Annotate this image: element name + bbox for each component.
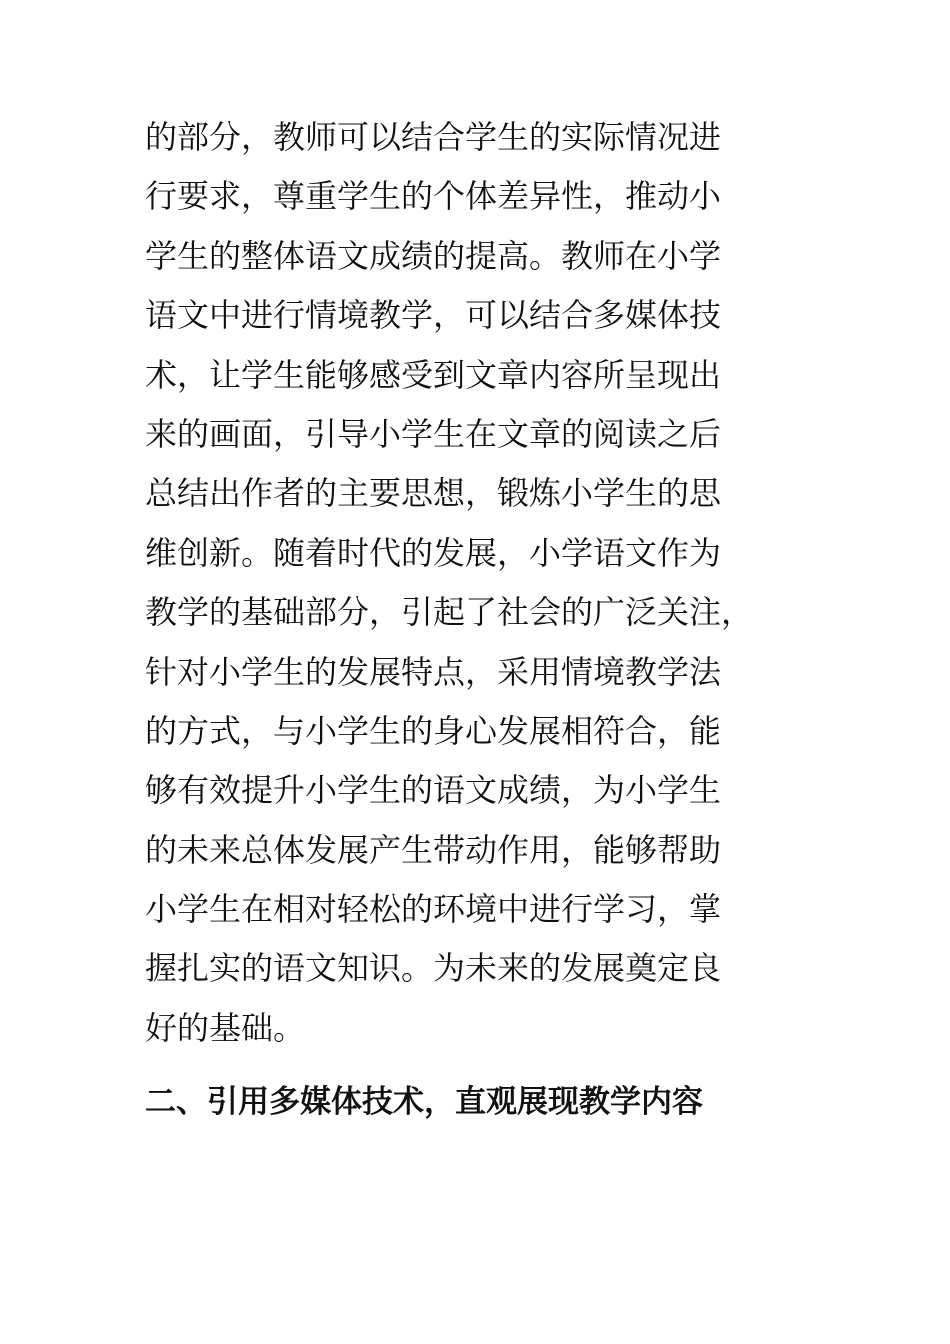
paragraph-line: 的方式，与小学生的身心发展相符合，能 bbox=[145, 711, 722, 750]
paragraph-line: 的未来总体发展产生带动作用，能够帮助 bbox=[145, 830, 722, 869]
paragraph-line: 够有效提升小学生的语文成绩，为小学生 bbox=[145, 771, 722, 810]
paragraph-line: 的部分，教师可以结合学生的实际情况进 bbox=[145, 118, 722, 156]
paragraph-line: 好的基础。 bbox=[145, 1008, 306, 1047]
section-heading: 二、引用多媒体技术，直观展现教学内容 bbox=[145, 1084, 703, 1120]
paragraph-line: 总结出作者的主要思想，锻炼小学生的思 bbox=[145, 474, 722, 513]
paragraph-line: 语文中进行情境教学，可以结合多媒体技 bbox=[145, 296, 722, 335]
paragraph-line: 行要求，尊重学生的个体差异性，推动小 bbox=[145, 177, 722, 216]
paragraph-line: 教学的基础部分，引起了社会的广泛关注， bbox=[145, 593, 754, 632]
paragraph-line: 学生的整体语文成绩的提高。教师在小学 bbox=[145, 236, 722, 275]
paragraph-line: 小学生在相对轻松的环境中进行学习，掌 bbox=[145, 890, 722, 929]
paragraph-line: 来的画面，引导小学生在文章的阅读之后 bbox=[145, 414, 722, 453]
paragraph-line: 针对小学生的发展特点，采用情境教学法 bbox=[145, 652, 722, 691]
paragraph-line: 术，让学生能够感受到文章内容所呈现出 bbox=[145, 355, 722, 394]
paragraph-line: 握扎实的语文知识。为未来的发展奠定良 bbox=[145, 949, 722, 988]
paragraph-line: 维创新。随着时代的发展，小学语文作为 bbox=[145, 533, 722, 572]
body-paragraph bbox=[145, 108, 845, 1058]
